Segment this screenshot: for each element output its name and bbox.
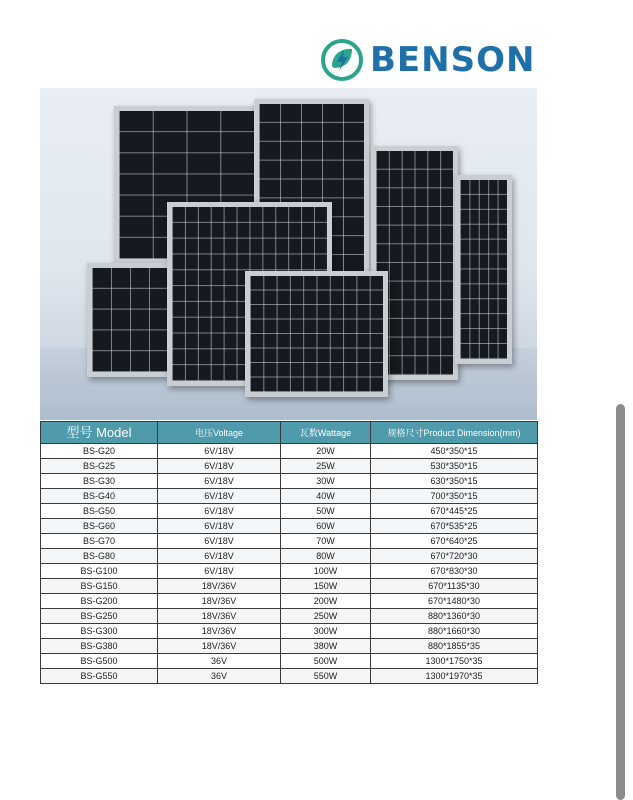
cell-dimension: 630*350*15 — [371, 474, 538, 489]
spec-table-header — [41, 422, 538, 444]
cell-voltage: 6V/18V — [158, 504, 281, 519]
table-row — [41, 504, 538, 519]
solar-panel — [455, 175, 512, 364]
table-row — [41, 594, 538, 609]
cell-voltage: 18V/36V — [158, 624, 281, 639]
cell-dimension: 1300*1750*35 — [371, 654, 538, 669]
cell-voltage: 6V/18V — [158, 489, 281, 504]
cell-model: BS-G25 — [41, 459, 158, 474]
cell-wattage: 100W — [281, 564, 371, 579]
brand-name: BENSON — [370, 40, 536, 80]
cell-wattage: 380W — [281, 639, 371, 654]
cell-wattage: 50W — [281, 504, 371, 519]
cell-model: BS-G550 — [41, 669, 158, 684]
table-row — [41, 444, 538, 459]
cell-voltage: 36V — [158, 654, 281, 669]
cell-voltage: 6V/18V — [158, 444, 281, 459]
cell-model: BS-G250 — [41, 609, 158, 624]
table-row — [41, 669, 538, 684]
cell-wattage: 70W — [281, 534, 371, 549]
cell-wattage: 200W — [281, 594, 371, 609]
cell-dimension: 880*1855*35 — [371, 639, 538, 654]
table-row — [41, 639, 538, 654]
cell-voltage: 18V/36V — [158, 594, 281, 609]
cell-voltage: 6V/18V — [158, 459, 281, 474]
cell-voltage: 6V/18V — [158, 534, 281, 549]
solar-panel — [87, 263, 173, 377]
table-row — [41, 534, 538, 549]
table-row — [41, 654, 538, 669]
cell-dimension: 670*535*25 — [371, 519, 538, 534]
cell-wattage: 300W — [281, 624, 371, 639]
brand-logo — [320, 38, 535, 82]
cell-voltage: 6V/18V — [158, 549, 281, 564]
spec-table-body — [41, 444, 538, 684]
cell-dimension: 530*350*15 — [371, 459, 538, 474]
cell-wattage: 80W — [281, 549, 371, 564]
table-row — [41, 609, 538, 624]
cell-model: BS-G40 — [41, 489, 158, 504]
scrollbar[interactable] — [616, 404, 625, 800]
cell-dimension: 880*1360*30 — [371, 609, 538, 624]
cell-model: BS-G300 — [41, 624, 158, 639]
leaf-lightning-icon — [320, 38, 364, 82]
cell-voltage: 18V/36V — [158, 639, 281, 654]
cell-dimension: 670*830*30 — [371, 564, 538, 579]
table-row — [41, 624, 538, 639]
cell-model: BS-G60 — [41, 519, 158, 534]
cell-model: BS-G30 — [41, 474, 158, 489]
table-row — [41, 549, 538, 564]
cell-dimension: 1300*1970*35 — [371, 669, 538, 684]
header-dimension: 规格尺寸Product Dimension(mm) — [371, 422, 538, 444]
table-row — [41, 474, 538, 489]
cell-dimension: 670*720*30 — [371, 549, 538, 564]
cell-voltage: 6V/18V — [158, 474, 281, 489]
table-row — [41, 489, 538, 504]
cell-wattage: 20W — [281, 444, 371, 459]
cell-model: BS-G20 — [41, 444, 158, 459]
cell-model: BS-G150 — [41, 579, 158, 594]
header-model: 型号 Model — [41, 422, 158, 444]
cell-wattage: 150W — [281, 579, 371, 594]
table-row — [41, 564, 538, 579]
cell-dimension: 670*445*25 — [371, 504, 538, 519]
spec-table — [40, 421, 538, 684]
cell-model: BS-G70 — [41, 534, 158, 549]
table-row — [41, 579, 538, 594]
cell-dimension: 670*640*25 — [371, 534, 538, 549]
cell-voltage: 18V/36V — [158, 579, 281, 594]
header-wattage: 瓦数Wattage — [281, 422, 371, 444]
cell-wattage: 25W — [281, 459, 371, 474]
cell-voltage: 36V — [158, 669, 281, 684]
solar-panel — [245, 271, 388, 397]
cell-voltage: 6V/18V — [158, 564, 281, 579]
header-voltage: 电压Voltage — [158, 422, 281, 444]
cell-wattage: 550W — [281, 669, 371, 684]
product-photo — [40, 88, 537, 420]
cell-dimension: 450*350*15 — [371, 444, 538, 459]
table-row — [41, 519, 538, 534]
cell-wattage: 40W — [281, 489, 371, 504]
cell-voltage: 6V/18V — [158, 519, 281, 534]
cell-model: BS-G380 — [41, 639, 158, 654]
cell-dimension: 700*350*15 — [371, 489, 538, 504]
cell-model: BS-G100 — [41, 564, 158, 579]
cell-model: BS-G50 — [41, 504, 158, 519]
cell-dimension: 670*1135*30 — [371, 579, 538, 594]
cell-model: BS-G80 — [41, 549, 158, 564]
table-row — [41, 459, 538, 474]
cell-dimension: 880*1660*30 — [371, 624, 538, 639]
cell-model: BS-G500 — [41, 654, 158, 669]
cell-voltage: 18V/36V — [158, 609, 281, 624]
cell-dimension: 670*1480*30 — [371, 594, 538, 609]
cell-wattage: 500W — [281, 654, 371, 669]
cell-wattage: 30W — [281, 474, 371, 489]
cell-wattage: 250W — [281, 609, 371, 624]
cell-wattage: 60W — [281, 519, 371, 534]
cell-model: BS-G200 — [41, 594, 158, 609]
